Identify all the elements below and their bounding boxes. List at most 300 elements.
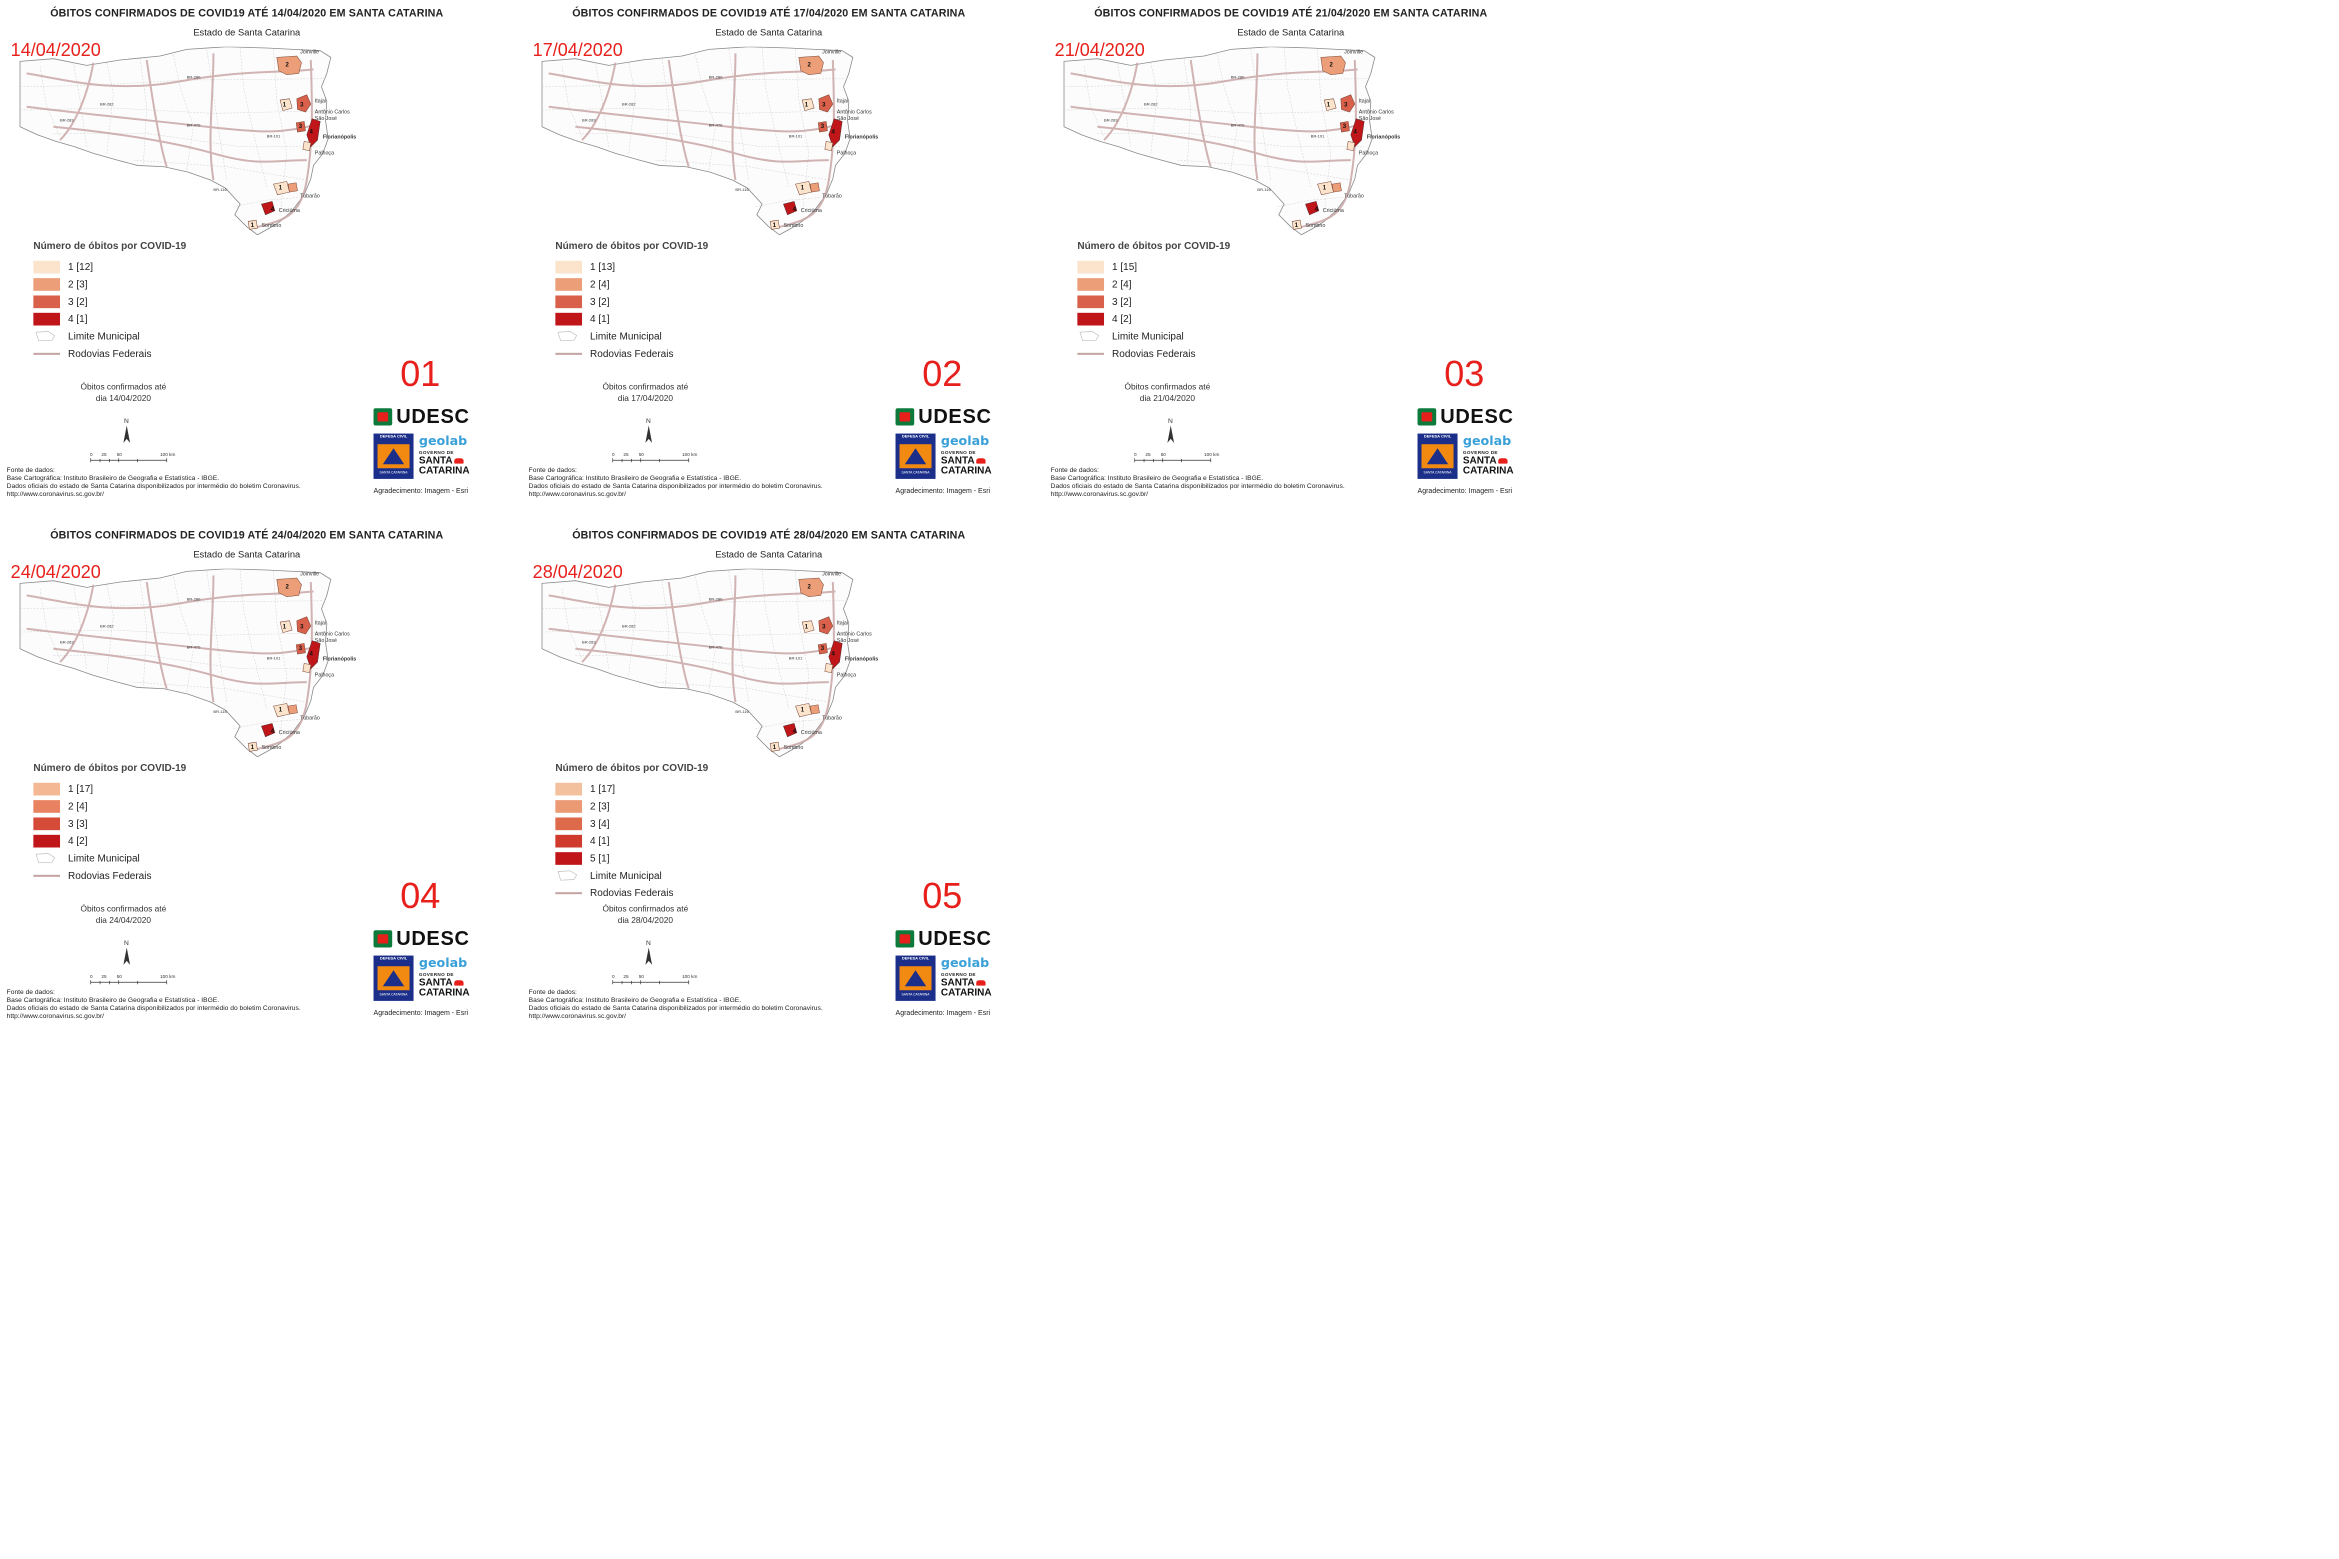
label-sao-jose: São José [836,116,860,123]
data-source [1051,467,1425,499]
count-sao-jose: 3 [820,124,825,131]
gov-sc-line-1: GOVERNO DE [940,450,976,456]
legend-swatch [33,817,60,830]
scale-bar [80,973,180,989]
udesc-text: UDESC [396,405,470,428]
panel-title: ÓBITOS CONFIRMADOS DE COVID19 ATÉ 28/04/2020 EM SANTA CATARINA [572,530,966,542]
palhoca-area [1347,141,1355,150]
confirmed-note [1107,382,1227,405]
legend-rodovias [33,345,233,362]
gov-sc-line-3: CATARINA [940,986,992,999]
count-florianopolis: 4 [309,651,313,658]
defesa-civil-logo [896,956,936,1001]
count-blumenau: 1 [282,102,287,109]
legend-swatch [555,260,582,273]
label-palhoca: Palhoça [314,672,335,679]
sc-flag-icon [976,980,985,985]
legend-swatch [33,295,60,308]
limite-label: Limite Municipal [68,330,140,342]
label-sao-jose: São José [836,638,860,645]
svg-text:0: 0 [1134,452,1137,458]
legend-classes [1077,258,1277,327]
udesc-mark-icon [1418,408,1437,425]
logos-block [374,929,481,1001]
legend-class-label: 3 [2] [68,295,88,308]
legend-class [555,849,755,866]
legend-class [1077,293,1277,310]
gov-sc-line-3: CATARINA [418,464,470,477]
label-itajai: Itajaí [836,98,849,105]
source-line-2: Base Cartográfica: Instituto Brasileiro de Geografia e Estatística - IBGE. [528,996,742,1005]
rodovias-label: Rodovias Federais [68,347,152,360]
tubarao-area-2 [288,183,297,192]
count-tubarao: 1 [278,707,283,714]
confirmed-line-2: dia 21/04/2020 [1139,393,1195,403]
svg-text:N: N [646,417,651,425]
legend-title: Número de óbitos por COVID-19 [33,762,187,774]
count-tubarao: 1 [1322,185,1327,192]
label-antonio-carlos: Antônio Carlos [1358,109,1394,116]
defesa-civil-logo [896,434,936,479]
confirmed-line-2: dia 17/04/2020 [617,393,673,403]
legend-swatch [555,852,582,865]
sc-flag-icon [454,458,463,463]
label-joinville: Joinville [822,49,842,56]
gov-sc-line-1: GOVERNO DE [418,972,454,978]
count-joinville: 2 [807,584,811,591]
data-source [7,989,381,1021]
label-itajai: Itajaí [836,620,849,627]
source-line-3: Dados oficiais do estado de Santa Catarina disponibilizados por intermédio do boletim Coronavirus. [528,1004,823,1013]
palhoca-area [303,663,311,672]
udesc-logo [1418,407,1525,427]
count-florianopolis: 4 [831,129,835,136]
label-sao-jose: São José [314,638,338,645]
legend-class-label: 1 [17] [68,783,94,795]
legend-class-label: 4 [1] [590,313,610,325]
label-br282: BR-282 [100,623,114,629]
confirmed-note [585,382,705,405]
label-palhoca: Palhoça [836,672,857,679]
legend-limite-municipal [1077,327,1277,344]
confirmed-line-1: Óbitos confirmados até [602,382,689,392]
panel-number: 05 [922,876,963,917]
legend-class [555,780,755,797]
confirmed-line-1: Óbitos confirmados até [1124,382,1211,392]
confirmed-note [63,904,183,927]
count-sombrio: 1 [1294,222,1299,229]
svg-text:0: 0 [90,452,93,458]
label-br101: BR-101 [266,655,281,661]
rodovias-icon [555,353,582,355]
legend-class [33,797,233,814]
acknowledgement: Agradecimento: Imagem - Esri [1417,486,1513,495]
confirmed-line-1: Óbitos confirmados até [602,904,689,914]
map-panel-03 [1044,0,1564,520]
label-br282: BR-282 [622,101,636,107]
gov-sc-line-3: CATARINA [1462,464,1514,477]
legend-classes [33,780,233,849]
legend-class [1077,258,1277,275]
legend-classes [555,258,755,327]
legend-class-label: 4 [1] [590,835,610,847]
rodovias-label: Rodovias Federais [590,347,674,360]
svg-text:N: N [124,417,129,425]
tubarao-area-2 [1332,183,1341,192]
label-br283: BR-283 [60,117,74,123]
gov-sc-line-2: SANTA [940,454,975,467]
legend-limite-municipal [555,867,755,884]
scale-bar [602,451,702,467]
gov-sc-line-1: GOVERNO DE [1462,450,1498,456]
label-criciuma: Criciúma [800,730,822,737]
defesa-civil-logo [374,956,414,1001]
label-br101: BR-101 [788,133,803,139]
label-criciuma: Criciúma [278,730,300,737]
confirmed-line-2: dia 24/04/2020 [95,915,151,925]
gov-sc-line-1: GOVERNO DE [940,972,976,978]
label-criciuma: Criciúma [800,208,822,215]
label-palhoca: Palhoça [1358,150,1379,157]
geolab-logo: geolab [418,955,468,971]
legend-class [555,815,755,832]
rodovias-icon [33,353,60,355]
panel-date: 17/04/2020 [532,40,623,61]
label-br470: BR-470 [708,644,723,650]
label-br283: BR-283 [582,117,596,123]
data-source [7,467,381,499]
count-itajai: 3 [300,624,304,631]
legend-limite-municipal [33,849,233,866]
legend-swatch [1077,278,1104,291]
rodovias-label: Rodovias Federais [68,869,152,882]
legend-class-label: 2 [3] [68,278,88,290]
svg-text:100 km: 100 km [160,452,176,458]
label-sombrio: Sombrio [261,744,282,751]
panel-title: ÓBITOS CONFIRMADOS DE COVID19 ATÉ 24/04/2020 EM SANTA CATARINA [50,530,444,542]
legend-class [1077,275,1277,292]
limite-municipal-icon [555,330,579,342]
source-line-3: Dados oficiais do estado de Santa Catarina disponibilizados por intermédio do boletim Coronavirus. [528,482,823,491]
government-logos [1418,434,1525,479]
legend-class-label: 4 [2] [68,835,88,847]
north-arrow-icon [120,416,133,449]
svg-text:100 km: 100 km [1204,452,1220,458]
map-panel-02 [522,0,1042,520]
panel-subtitle: Estado de Santa Catarina [193,26,301,38]
label-palhoca: Palhoça [314,150,335,157]
acknowledgement: Agradecimento: Imagem - Esri [373,486,469,495]
panel-number: 04 [400,876,441,917]
count-sombrio: 1 [250,744,255,751]
gov-sc-line-2: SANTA [418,454,453,467]
svg-text:100 km: 100 km [160,974,176,980]
legend-class [33,293,233,310]
palhoca-area [825,141,833,150]
legend-class [33,815,233,832]
label-sombrio: Sombrio [783,222,804,229]
legend-swatch [33,312,60,325]
count-blumenau: 1 [282,624,287,631]
legend-class [555,832,755,849]
udesc-text: UDESC [1440,405,1514,428]
limite-label: Limite Municipal [68,852,140,864]
label-br116: BR-116 [1257,186,1271,192]
defesa-civil-text: DEFESA CIVIL [901,434,930,439]
confirmed-line-1: Óbitos confirmados até [80,904,167,914]
tubarao-area-2 [810,705,819,714]
sc-flag-icon [454,980,463,985]
gov-sc-logo [1463,456,1523,476]
limite-municipal-icon [33,852,57,864]
legend-class-label: 4 [1] [68,313,88,325]
legend-swatch [1077,260,1104,273]
udesc-mark-icon [896,408,915,425]
map-panel-04 [0,522,520,1042]
confirmed-line-2: dia 14/04/2020 [95,393,151,403]
label-br280: BR-280 [708,596,723,602]
legend-title: Número de óbitos por COVID-19 [555,240,709,252]
label-antonio-carlos: Antônio Carlos [314,109,350,116]
label-br101: BR-101 [266,133,281,139]
count-blumenau: 1 [804,624,809,631]
palhoca-area [825,663,833,672]
map-panel-01 [0,0,520,520]
legend-class-label: 1 [13] [590,261,616,273]
label-joinville: Joinville [1344,49,1364,56]
count-sombrio: 1 [772,744,777,751]
svg-text:N: N [1168,417,1173,425]
udesc-logo [896,929,1003,949]
defesa-civil-text: DEFESA CIVIL [379,434,408,439]
logos-block [896,929,1003,1001]
count-tubarao: 1 [800,707,805,714]
panel-subtitle: Estado de Santa Catarina [193,548,301,560]
label-tubarao: Tubarão [300,193,320,200]
label-tubarao: Tubarão [300,715,320,722]
label-sao-jose: São José [314,116,338,123]
svg-text:50: 50 [1160,452,1166,458]
confirmed-line-1: Óbitos confirmados até [80,382,167,392]
label-florianopolis: Florianópolis [844,656,879,663]
confirmed-note [63,382,183,405]
label-br470: BR-470 [708,122,723,128]
state-outline [542,47,853,235]
map-legend [33,240,233,362]
gov-sc-logo [419,978,479,998]
label-criciuma: Criciúma [278,208,300,215]
panel-date: 21/04/2020 [1054,40,1145,61]
udesc-text: UDESC [396,927,470,950]
map-legend [555,762,755,901]
defesa-civil-text: DEFESA CIVIL [379,956,408,961]
count-tubarao: 1 [800,185,805,192]
legend-class [33,310,233,327]
source-url: http://www.coronavirus.sc.gov.br/ [6,490,105,499]
legend-title: Número de óbitos por COVID-19 [1077,240,1231,252]
gov-sc-logo [941,978,1001,998]
label-br116: BR-116 [213,186,227,192]
count-joinville: 2 [285,62,289,69]
label-br101: BR-101 [788,655,803,661]
legend-swatch [555,782,582,795]
geolab-logo: geolab [940,955,990,971]
map-legend [33,762,233,884]
limite-municipal-icon [555,870,579,882]
count-criciuma: 4 [270,206,275,213]
panel-date: 14/04/2020 [10,40,101,61]
count-sao-jose: 3 [1342,124,1347,131]
legend-rodovias [555,345,755,362]
legend-swatch [555,834,582,847]
legend-swatch [33,800,60,813]
label-criciuma: Criciúma [1322,208,1344,215]
panel-date: 28/04/2020 [532,562,623,583]
label-br116: BR-116 [735,708,749,714]
panel-title: ÓBITOS CONFIRMADOS DE COVID19 ATÉ 14/04/2020 EM SANTA CATARINA [50,8,444,20]
count-sombrio: 1 [772,222,777,229]
rodovias-icon [1077,353,1104,355]
legend-limite-municipal [33,327,233,344]
defesa-civil-state-text: SANTA CATARINA [379,992,408,997]
geolab-logo: geolab [1462,433,1512,449]
defesa-civil-state-text: SANTA CATARINA [901,470,930,475]
legend-classes [555,780,755,867]
legend-class-label: 2 [4] [590,278,610,290]
udesc-logo [896,407,1003,427]
palhoca-area [303,141,311,150]
label-br101: BR-101 [1310,133,1325,139]
svg-text:100 km: 100 km [682,974,698,980]
count-sao-jose: 3 [298,124,303,131]
count-sombrio: 1 [250,222,255,229]
label-antonio-carlos: Antônio Carlos [314,631,350,638]
legend-rodovias [1077,345,1277,362]
limite-label: Limite Municipal [590,869,662,882]
state-outline [542,569,853,757]
label-br470: BR-470 [1230,122,1245,128]
legend-class [555,310,755,327]
label-tubarao: Tubarão [822,715,842,722]
legend-class [33,832,233,849]
label-itajai: Itajaí [314,620,327,627]
north-arrow-icon [1164,416,1177,449]
government-logos [374,956,481,1001]
count-florianopolis: 4 [309,129,313,136]
svg-text:25: 25 [623,974,629,980]
legend-class [555,797,755,814]
legend-class [1077,310,1277,327]
label-br280: BR-280 [186,596,201,602]
limite-municipal-icon [1077,330,1101,342]
legend-class-label: 3 [2] [1112,295,1132,308]
label-br470: BR-470 [186,644,201,650]
panel-number: 01 [400,354,441,395]
udesc-mark-icon [896,930,915,947]
gov-sc-line-1: GOVERNO DE [418,450,454,456]
count-florianopolis: 4 [1353,129,1357,136]
logos-block [374,407,481,479]
label-antonio-carlos: Antônio Carlos [836,109,872,116]
legend-swatch [555,312,582,325]
svg-text:50: 50 [116,974,122,980]
legend-class [33,258,233,275]
gov-sc-line-3: CATARINA [940,464,992,477]
legend-class-label: 3 [4] [590,817,610,830]
sc-flag-icon [976,458,985,463]
legend-class [555,258,755,275]
legend-swatch [1077,295,1104,308]
rodovias-label: Rodovias Federais [590,887,674,899]
udesc-text: UDESC [918,927,992,950]
map-legend [555,240,755,362]
udesc-logo [374,929,481,949]
label-joinville: Joinville [822,571,842,578]
udesc-logo [374,407,481,427]
source-url: http://www.coronavirus.sc.gov.br/ [6,1012,105,1021]
acknowledgement: Agradecimento: Imagem - Esri [895,486,991,495]
gov-sc-line-2: SANTA [940,976,975,989]
svg-text:25: 25 [101,974,107,980]
label-florianopolis: Florianópolis [844,134,879,141]
svg-text:0: 0 [612,974,615,980]
geolab-logo: geolab [418,433,468,449]
legend-class [33,275,233,292]
legend-classes [33,258,233,327]
state-outline [20,47,331,235]
source-line-3: Dados oficiais do estado de Santa Catarina disponibilizados por intermédio do boletim Coronavirus. [6,482,301,491]
gov-sc-line-2: SANTA [1462,454,1497,467]
legend-class-label: 4 [2] [1112,313,1132,325]
legend-class-label: 2 [4] [68,800,88,812]
svg-text:100 km: 100 km [682,452,698,458]
legend-swatch [1077,312,1104,325]
count-itajai: 3 [300,102,304,109]
legend-swatch [555,278,582,291]
source-url: http://www.coronavirus.sc.gov.br/ [528,490,627,499]
legend-rodovias [555,884,755,901]
label-joinville: Joinville [300,571,320,578]
count-florianopolis: 4 [831,651,835,658]
label-palhoca: Palhoça [836,150,857,157]
svg-text:0: 0 [612,452,615,458]
count-sao-jose: 3 [820,646,825,653]
legend-class-label: 3 [3] [68,817,88,830]
label-tubarao: Tubarão [822,193,842,200]
count-criciuma: 4 [792,728,797,735]
legend-swatch [555,295,582,308]
panel-subtitle: Estado de Santa Catarina [1237,26,1345,38]
count-joinville: 2 [1329,62,1333,69]
panel-number: 02 [922,354,963,395]
acknowledgement: Agradecimento: Imagem - Esri [895,1008,991,1017]
defesa-civil-state-text: SANTA CATARINA [379,470,408,475]
svg-text:50: 50 [638,452,644,458]
count-joinville: 2 [807,62,811,69]
geolab-logo: geolab [940,433,990,449]
source-line-1: Fonte de dados: [528,988,577,997]
label-joinville: Joinville [300,49,320,56]
legend-class-label: 2 [3] [590,800,610,812]
label-tubarao: Tubarão [1344,193,1364,200]
source-line-3: Dados oficiais do estado de Santa Catarina disponibilizados por intermédio do boletim Coronavirus. [1050,482,1345,491]
limite-label: Limite Municipal [1112,330,1184,342]
count-joinville: 2 [285,584,289,591]
north-arrow-icon [642,938,655,971]
svg-text:N: N [646,939,651,947]
label-br116: BR-116 [213,708,227,714]
label-antonio-carlos: Antônio Carlos [836,631,872,638]
